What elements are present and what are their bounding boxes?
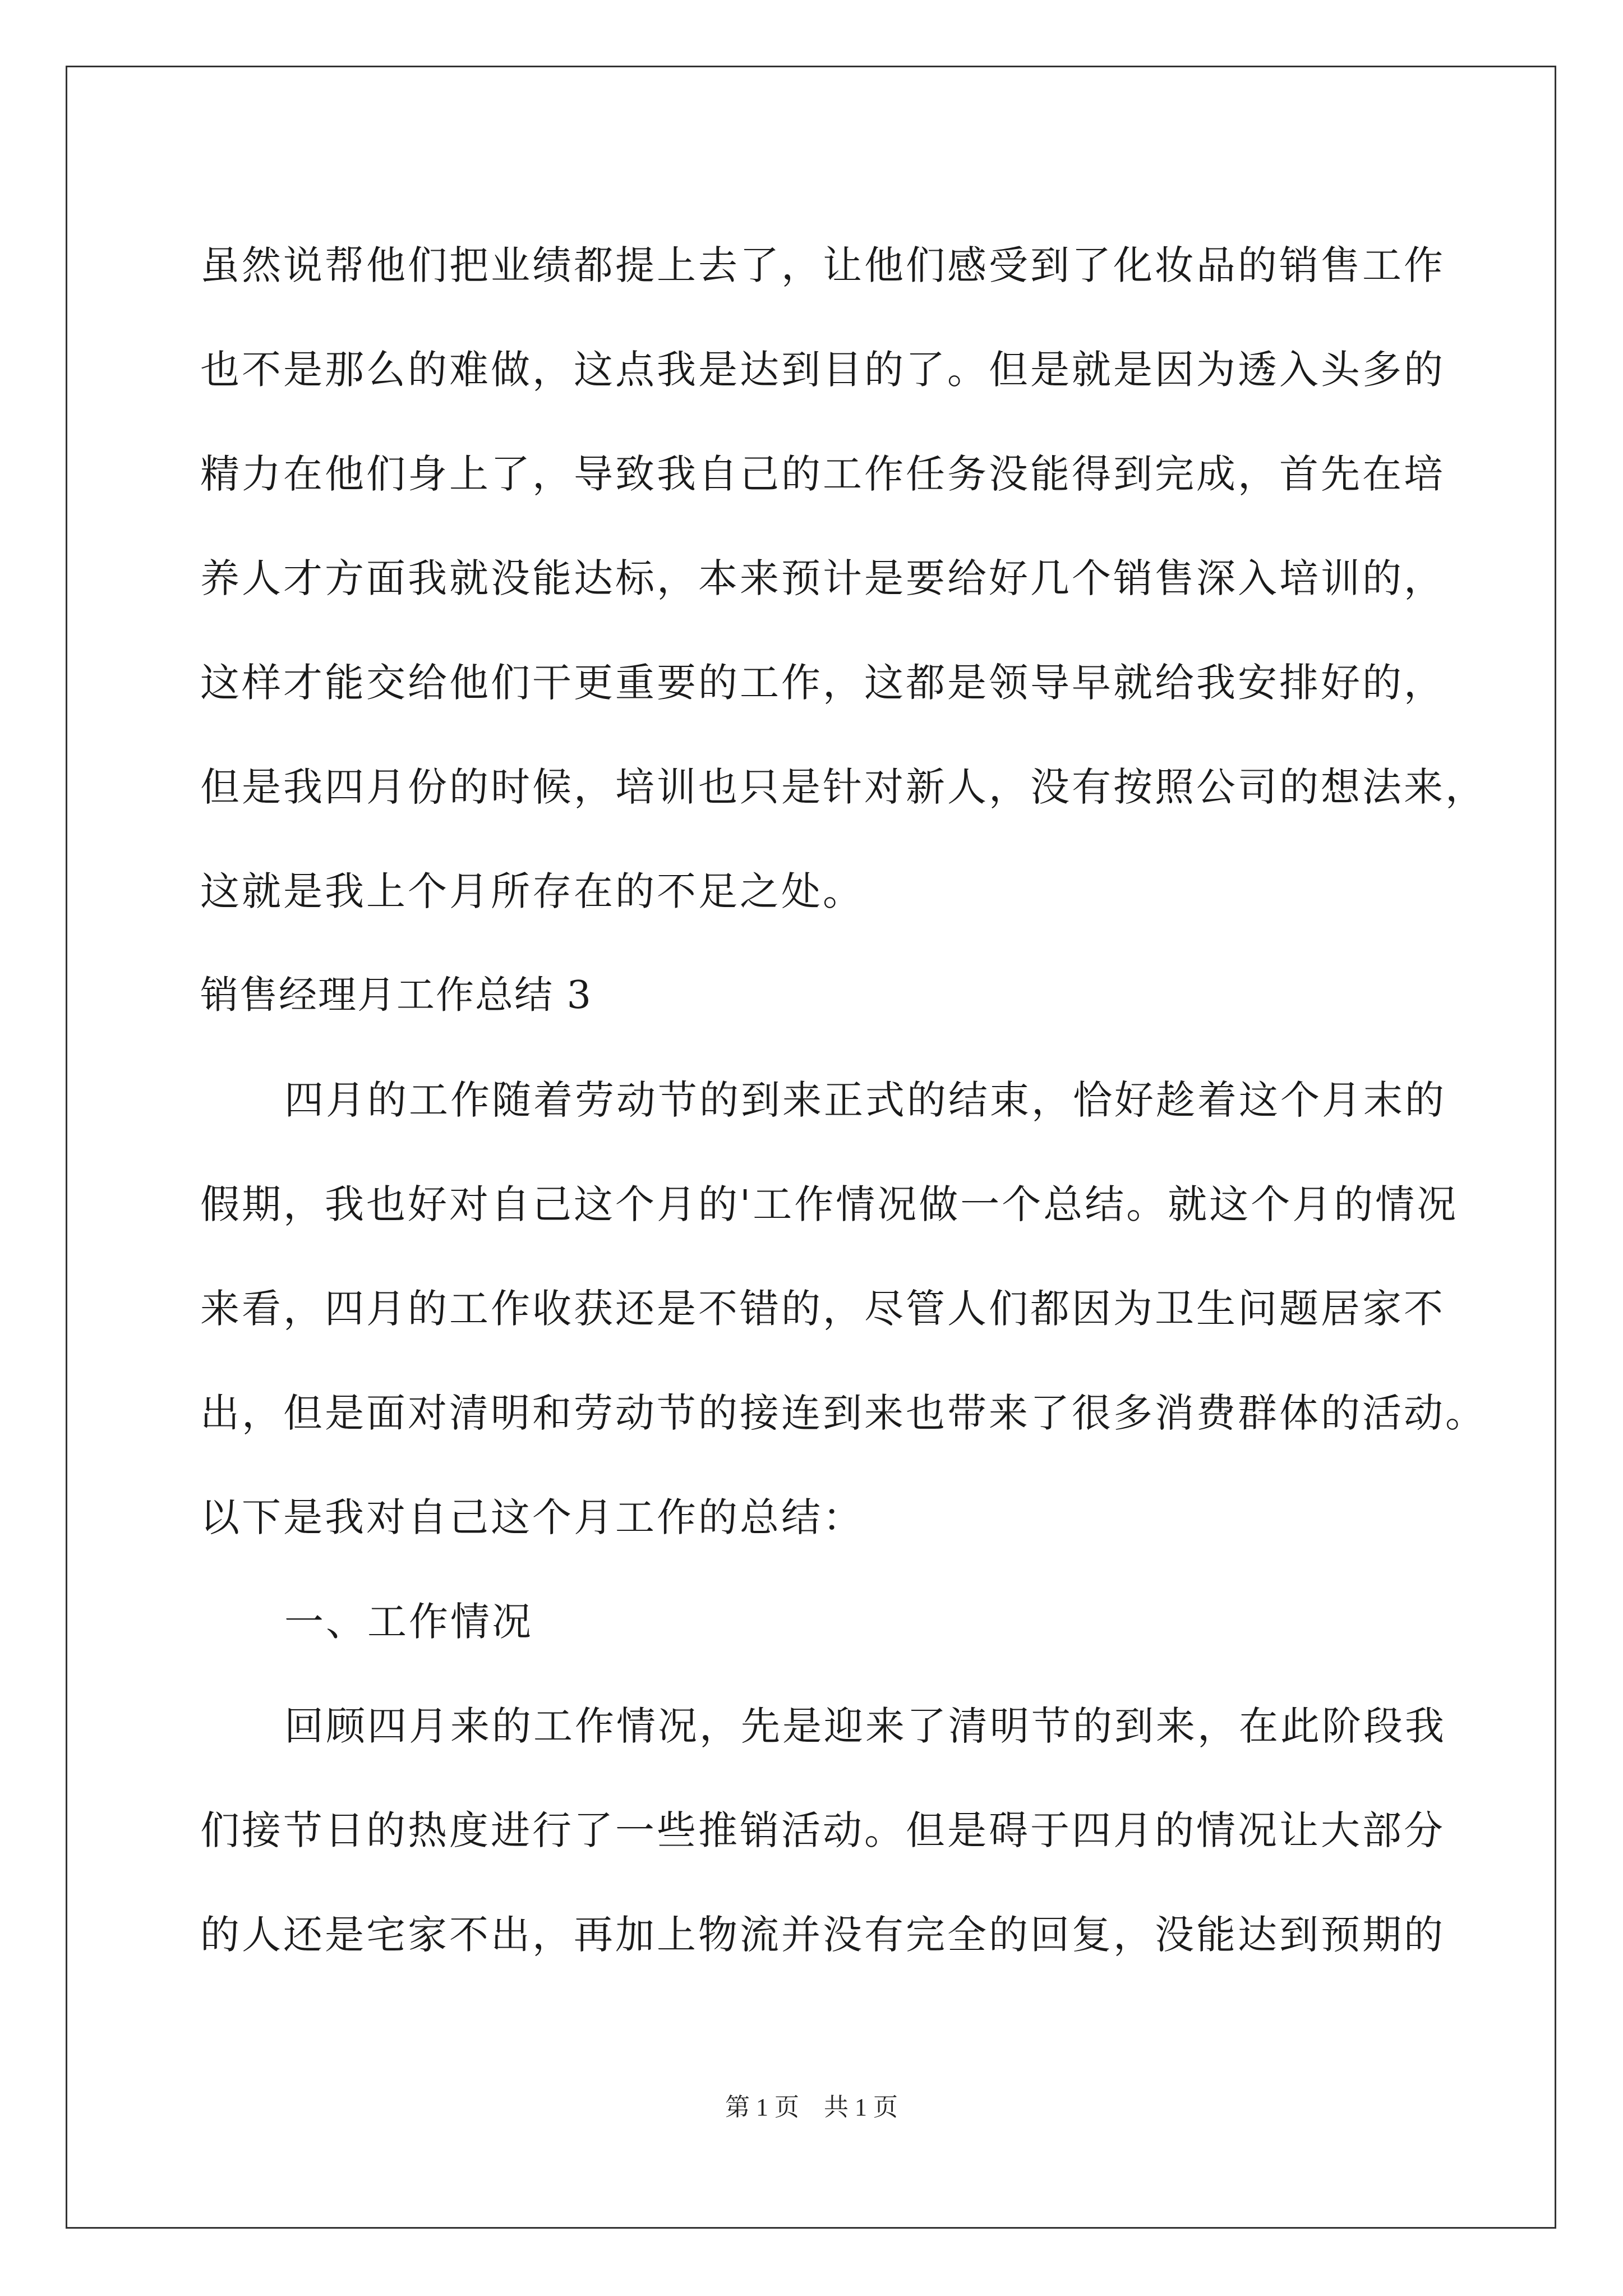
paragraph-line: 们接节日的热度进行了一些推销活动。但是碍于四月的情况让大部分 [200,1807,1445,1853]
paragraph-line: 以下是我对自己这个月工作的总结： [200,1494,864,1540]
paragraph-line: 的人还是宅家不出，再加上物流并没有完全的回复，没能达到预期的 [200,1912,1445,1958]
paragraph-line: 养人才方面我就没能达标，本来预计是要给好几个销售深入培训的， [200,555,1445,601]
paragraph-line: 精力在他们身上了，导致我自己的工作任务没能得到完成，首先在培 [200,451,1445,497]
paragraph-line: 假期，我也好对自己这个月的'工作情况做一个总结。就这个月的情况 [200,1181,1459,1227]
paragraph-line: 也不是那么的难做，这点我是达到目的了。但是就是因为透入头多的 [200,347,1445,393]
paragraph-line: 这样才能交给他们干更重要的工作，这都是领导早就给我安排好的， [200,660,1445,706]
paragraph-line: 来看，四月的工作收获还是不错的，尽管人们都因为卫生问题居家不 [200,1286,1445,1332]
page-footer: 第 1 页 共 1 页 [725,2093,898,2121]
subsection-title: 一、工作情况 [284,1599,533,1645]
paragraph-line: 这就是我上个月所存在的不足之处。 [200,868,864,914]
section-title: 销售经理月工作总结 3 [200,973,592,1018]
paragraph-line: 出，但是面对清明和劳动节的接连到来也带来了很多消费群体的活动。 [200,1390,1487,1436]
paragraph-line: 虽然说帮他们把业绩都提上去了，让他们感受到了化妆品的销售工作 [200,242,1445,288]
paragraph-line: 四月的工作随着劳动节的到来正式的结束，恰好趁着这个月末的 [284,1077,1446,1123]
paragraph-line: 回顾四月来的工作情况，先是迎来了清明节的到来，在此阶段我 [284,1703,1446,1749]
paragraph-line: 但是我四月份的时候，培训也只是针对新人，没有按照公司的想法来， [200,764,1487,810]
document-body [200,213,1487,1987]
